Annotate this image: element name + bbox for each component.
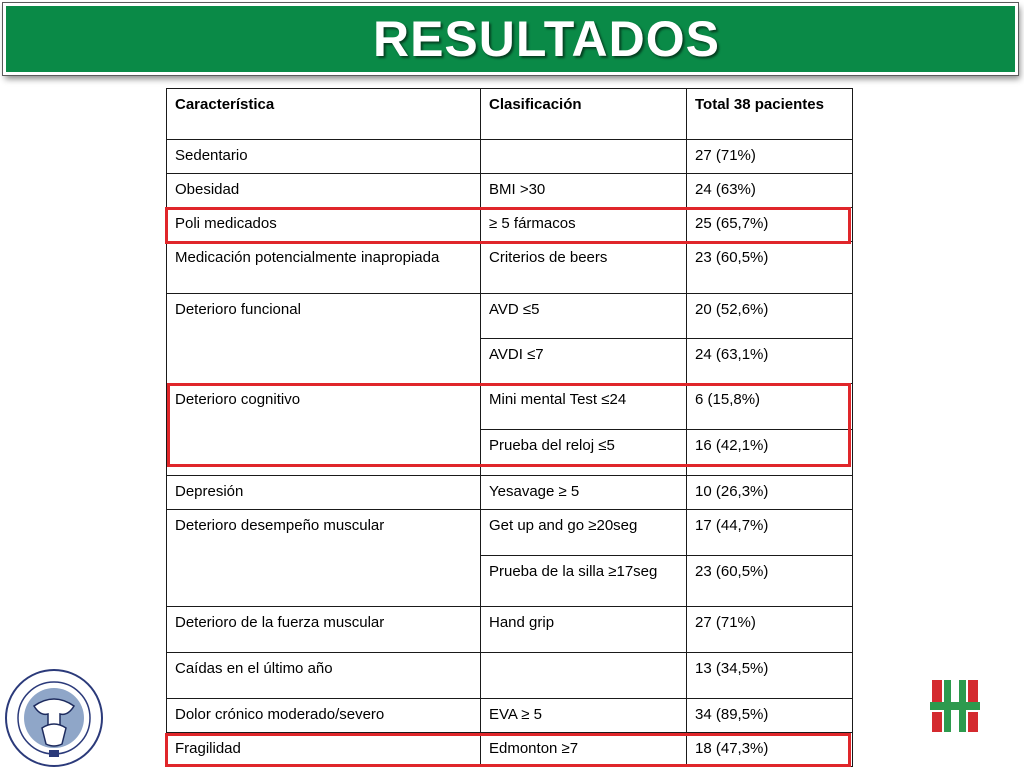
cell-total: 24 (63,1%) — [687, 339, 853, 384]
cell-total: 27 (71%) — [687, 140, 853, 174]
cell-caracteristica: Deterioro cognitivo — [167, 384, 481, 476]
cell-caracteristica: Sedentario — [167, 140, 481, 174]
cell-total: 10 (26,3%) — [687, 476, 853, 510]
table-row — [167, 384, 853, 430]
header-total: Total 38 pacientes — [687, 89, 853, 140]
cell-clasificacion: AVDI ≤7 — [481, 339, 687, 384]
cell-caracteristica: Dolor crónico moderado/severo — [167, 699, 481, 733]
cell-total: 16 (42,1%) — [687, 430, 853, 476]
cell-total: 13 (34,5%) — [687, 653, 853, 699]
table-row — [167, 510, 853, 556]
cell-total: 25 (65,7%) — [687, 208, 853, 242]
cell-total: 34 (89,5%) — [687, 699, 853, 733]
cell-caracteristica: Depresión — [167, 476, 481, 510]
cell-caracteristica: Obesidad — [167, 174, 481, 208]
sector-rodilla-logo — [4, 668, 104, 768]
hospital-cross-icon — [930, 680, 980, 732]
cell-total: 27 (71%) — [687, 607, 853, 653]
table-row — [167, 607, 853, 653]
cell-caracteristica: Fragilidad — [167, 733, 481, 767]
cell-clasificacion: BMI >30 — [481, 174, 687, 208]
cell-caracteristica: Caídas en el último año — [167, 653, 481, 699]
cell-caracteristica: Deterioro funcional — [167, 294, 481, 384]
cell-clasificacion: Get up and go ≥20seg — [481, 510, 687, 556]
table-row — [167, 476, 853, 510]
cell-clasificacion: Mini mental Test ≤24 — [481, 384, 687, 430]
table-row — [167, 174, 853, 208]
cell-total: 23 (60,5%) — [687, 242, 853, 294]
header-caracteristica: Característica — [167, 89, 481, 140]
cell-clasificacion: Edmonton ≥7 — [481, 733, 687, 767]
cell-clasificacion: Yesavage ≥ 5 — [481, 476, 687, 510]
cell-total: 23 (60,5%) — [687, 556, 853, 607]
cell-total: 18 (47,3%) — [687, 733, 853, 767]
cell-clasificacion: ≥ 5 fármacos — [481, 208, 687, 242]
cell-caracteristica: Poli medicados — [167, 208, 481, 242]
table-row — [167, 699, 853, 733]
table-row — [167, 733, 853, 767]
cell-total: 24 (63%) — [687, 174, 853, 208]
title-banner — [3, 3, 1018, 75]
cell-clasificacion: Hand grip — [481, 607, 687, 653]
table-row — [167, 653, 853, 699]
table-header-row — [167, 89, 853, 140]
results-table — [166, 88, 853, 767]
table-row — [167, 294, 853, 339]
table-row — [167, 208, 853, 242]
cell-total: 20 (52,6%) — [687, 294, 853, 339]
cell-caracteristica: Deterioro desempeño muscular — [167, 510, 481, 607]
table-row — [167, 140, 853, 174]
slide-title: RESULTADOS — [372, 11, 721, 67]
cell-clasificacion: Prueba de la silla ≥17seg — [481, 556, 687, 607]
table-row — [167, 242, 853, 294]
cell-clasificacion: Prueba del reloj ≤5 — [481, 430, 687, 476]
header-clasificacion: Clasificación — [481, 89, 687, 140]
cell-clasificacion: AVD ≤5 — [481, 294, 687, 339]
cell-caracteristica: Deterioro de la fuerza muscular — [167, 607, 481, 653]
cell-clasificacion: Criterios de beers — [481, 242, 687, 294]
cell-clasificacion — [481, 140, 687, 174]
cell-clasificacion: EVA ≥ 5 — [481, 699, 687, 733]
cell-caracteristica: Medicación potencialmente inapropiada — [167, 242, 481, 294]
cell-total: 17 (44,7%) — [687, 510, 853, 556]
cell-total: 6 (15,8%) — [687, 384, 853, 430]
cell-clasificacion — [481, 653, 687, 699]
